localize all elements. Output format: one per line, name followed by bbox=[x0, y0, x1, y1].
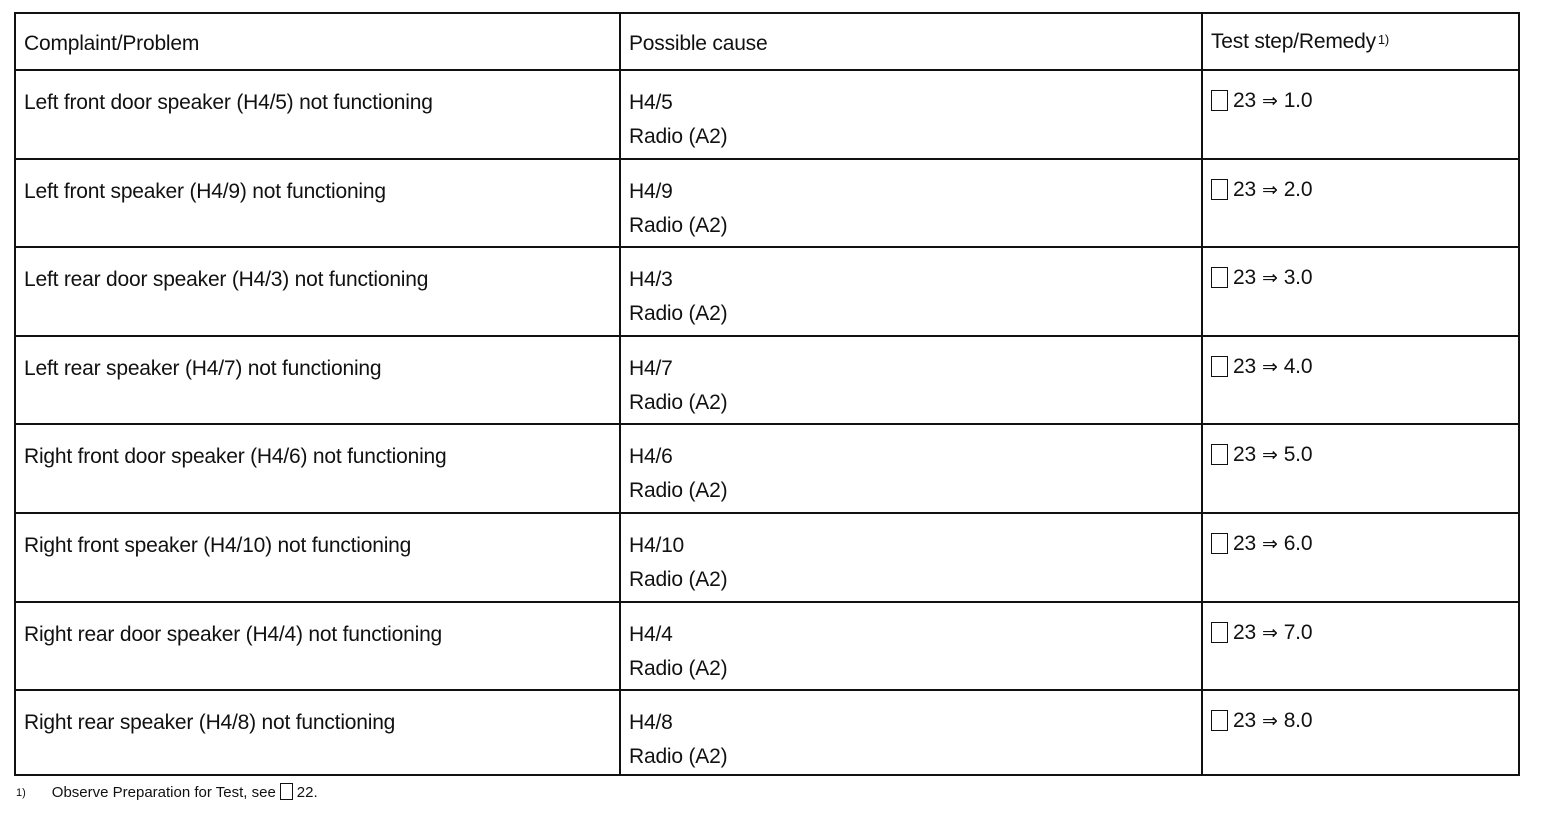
table-row bbox=[16, 337, 1518, 426]
remedy-page: 23 bbox=[1233, 177, 1256, 201]
cause-radio: Radio (A2) bbox=[629, 390, 728, 414]
cause-component: H4/7 bbox=[629, 356, 673, 380]
square-box-icon bbox=[1211, 267, 1228, 288]
table-row bbox=[16, 603, 1518, 692]
remedy-page: 23 bbox=[1233, 354, 1256, 378]
remedy-reference bbox=[1211, 84, 1518, 118]
complaint-cell bbox=[16, 160, 619, 247]
cause-cell bbox=[619, 603, 1201, 690]
complaint-text: Right front door speaker (H4/6) not functioning bbox=[24, 445, 447, 469]
square-box-icon bbox=[1211, 622, 1228, 643]
footnote-mark: 1) bbox=[16, 787, 26, 799]
complaint-cell bbox=[16, 514, 619, 601]
remedy-step: 6.0 bbox=[1283, 532, 1313, 555]
complaint-text: Left front door speaker (H4/5) not functioning bbox=[24, 91, 433, 114]
remedy-cell bbox=[1201, 514, 1518, 601]
footnote-page: 22. bbox=[296, 784, 318, 801]
cause-cell bbox=[619, 160, 1201, 247]
remedy-step: 1.0 bbox=[1283, 89, 1313, 112]
remedy-page: 23 bbox=[1233, 89, 1256, 112]
header-complaint: Complaint/Problem bbox=[24, 32, 200, 55]
square-box-icon bbox=[1211, 444, 1228, 465]
square-box-icon bbox=[1211, 179, 1228, 200]
table-row bbox=[16, 248, 1518, 337]
complaint-cell bbox=[16, 603, 619, 690]
cause-radio: Radio (A2) bbox=[629, 745, 728, 769]
troubleshooting-table bbox=[14, 12, 1520, 776]
cause-component: H4/4 bbox=[629, 622, 673, 646]
cause-cell bbox=[619, 691, 1201, 774]
remedy-page: 23 bbox=[1233, 709, 1256, 733]
complaint-cell bbox=[16, 691, 619, 774]
remedy-reference bbox=[1211, 438, 1518, 472]
double-arrow-right-icon: ⇒ bbox=[1261, 355, 1278, 378]
remedy-page: 23 bbox=[1233, 532, 1256, 555]
square-box-icon bbox=[1211, 710, 1228, 731]
cause-component: H4/9 bbox=[629, 179, 673, 203]
remedy-reference bbox=[1211, 261, 1518, 295]
complaint-text: Left rear door speaker (H4/3) not functioning bbox=[24, 268, 429, 292]
cause-radio: Radio (A2) bbox=[629, 656, 728, 680]
complaint-text: Right rear speaker (H4/8) not functioning bbox=[24, 711, 396, 735]
complaint-text: Right front speaker (H4/10) not functioning bbox=[24, 534, 412, 557]
cause-cell bbox=[619, 248, 1201, 335]
header-cause: Possible cause bbox=[619, 14, 1201, 69]
cause-radio: Radio (A2) bbox=[629, 125, 728, 148]
remedy-reference bbox=[1211, 173, 1518, 207]
double-arrow-right-icon: ⇒ bbox=[1261, 267, 1278, 290]
double-arrow-right-icon: ⇒ bbox=[1261, 90, 1278, 112]
remedy-cell bbox=[1201, 337, 1518, 424]
cause-cell bbox=[619, 514, 1201, 601]
complaint-cell bbox=[16, 71, 619, 158]
square-box-icon bbox=[1211, 356, 1228, 377]
cause-cell bbox=[619, 71, 1201, 158]
square-box-icon bbox=[280, 783, 293, 800]
remedy-cell bbox=[1201, 160, 1518, 247]
table-row bbox=[16, 71, 1518, 160]
remedy-step: 2.0 bbox=[1283, 177, 1313, 201]
double-arrow-right-icon: ⇒ bbox=[1261, 710, 1278, 733]
header-remedy: Test step/Remedy $^{1)}$ bbox=[1201, 14, 1518, 69]
complaint-cell bbox=[16, 337, 619, 424]
remedy-step: 4.0 bbox=[1283, 354, 1313, 378]
cause-radio: Radio (A2) bbox=[629, 213, 728, 237]
remedy-cell bbox=[1201, 71, 1518, 158]
remedy-page: 23 bbox=[1233, 443, 1256, 467]
footnote bbox=[16, 783, 318, 803]
remedy-reference bbox=[1211, 704, 1518, 738]
remedy-reference bbox=[1211, 350, 1518, 384]
cause-component: H4/10 bbox=[629, 534, 685, 557]
table-row bbox=[16, 425, 1518, 514]
complaint-text: Left front speaker (H4/9) not functioning bbox=[24, 179, 386, 203]
cause-component: H4/8 bbox=[629, 711, 673, 735]
remedy-cell bbox=[1201, 425, 1518, 512]
remedy-step: 7.0 bbox=[1283, 620, 1313, 644]
complaint-text: Left rear speaker (H4/7) not functioning bbox=[24, 356, 382, 380]
remedy-page: 23 bbox=[1233, 620, 1256, 644]
cause-component: H4/5 bbox=[629, 91, 673, 114]
table-row bbox=[16, 514, 1518, 603]
cause-radio: Radio (A2) bbox=[629, 479, 728, 503]
cause-cell bbox=[619, 425, 1201, 512]
remedy-cell bbox=[1201, 691, 1518, 774]
cause-radio: Radio (A2) bbox=[629, 568, 728, 591]
table-header-row bbox=[16, 14, 1518, 71]
double-arrow-right-icon: ⇒ bbox=[1261, 178, 1278, 201]
cause-cell bbox=[619, 337, 1201, 424]
cause-radio: Radio (A2) bbox=[629, 302, 728, 326]
square-box-icon bbox=[1211, 533, 1228, 554]
remedy-reference bbox=[1211, 527, 1518, 561]
double-arrow-right-icon: ⇒ bbox=[1261, 444, 1278, 467]
cause-component: H4/6 bbox=[629, 445, 673, 469]
complaint-cell bbox=[16, 248, 619, 335]
footnote-text: Observe Preparation for Test, see bbox=[51, 784, 276, 801]
cause-component: H4/3 bbox=[629, 268, 673, 292]
double-arrow-right-icon: ⇒ bbox=[1261, 621, 1278, 644]
complaint-text: Right rear door speaker (H4/4) not functioning bbox=[24, 622, 443, 646]
remedy-cell bbox=[1201, 248, 1518, 335]
complaint-cell bbox=[16, 425, 619, 512]
remedy-cell bbox=[1201, 603, 1518, 690]
footnote-reference: 1) bbox=[1377, 32, 1390, 47]
remedy-reference bbox=[1211, 616, 1518, 650]
remedy-page: 23 bbox=[1233, 266, 1256, 290]
remedy-step: 3.0 bbox=[1283, 266, 1313, 290]
square-box-icon bbox=[1211, 90, 1228, 111]
double-arrow-right-icon: ⇒ bbox=[1261, 533, 1278, 555]
remedy-step: 8.0 bbox=[1283, 709, 1313, 733]
table-row bbox=[16, 691, 1518, 774]
table-row bbox=[16, 160, 1518, 249]
remedy-step: 5.0 bbox=[1283, 443, 1313, 467]
